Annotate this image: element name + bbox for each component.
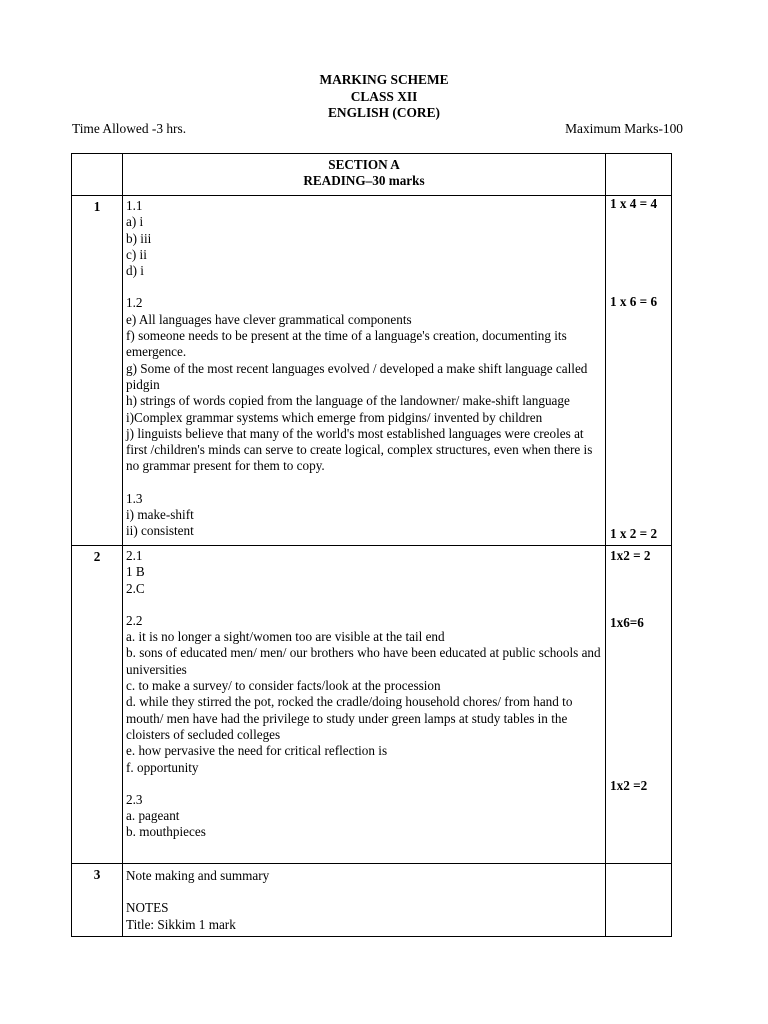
answer-content	[123, 196, 606, 546]
document-header	[0, 72, 768, 122]
marks-value: 1x2 =2	[610, 778, 648, 793]
answer-line: Title: Sikkim 1 mark	[126, 916, 236, 932]
time-allowed: Time Allowed -3 hrs.	[72, 121, 187, 136]
answer-line: c. to make a survey/ to consider facts/look at the procession	[126, 678, 441, 694]
question-row-1	[72, 196, 672, 546]
answer-line: i)Complex grammar systems which emerge from pidgins/ invented by children	[126, 409, 543, 425]
section-header-row	[72, 154, 672, 196]
section-subtitle: READING–30 marks	[303, 173, 425, 188]
answer-line: 2.2	[126, 612, 143, 628]
section-title: SECTION A	[328, 157, 400, 172]
marks-value: 1 x 6 = 6	[610, 294, 658, 309]
answer-line: a) i	[126, 214, 144, 230]
answer-line: NOTES	[126, 900, 169, 916]
answer-line: j) linguists believe that many of the world's most established languages were creoles at first /children's minds can serve to create logical, complex structures, even when there is no grammar present for them to copy.	[126, 425, 593, 474]
answer-line: b. sons of educated men/ men/ our brothers who have been educated at public schools and universities	[126, 645, 601, 677]
header-subject: ENGLISH (CORE)	[328, 105, 440, 120]
marks-value: 1x6=6	[610, 615, 644, 630]
blank-line	[126, 776, 602, 792]
answer-content	[123, 546, 606, 864]
answer-line: 1 B	[126, 564, 145, 580]
question-number: 1	[72, 196, 123, 546]
answer-line: c) ii	[126, 246, 147, 262]
blank-line	[126, 279, 602, 295]
header-title: MARKING SCHEME	[319, 72, 449, 87]
answer-line: Note making and summary	[126, 868, 270, 883]
marks-cell	[606, 196, 672, 546]
answer-line: d. while they stirred the pot, rocked the cradle/doing household chores/ from hand to mouth/ men have had the privilege to study under green lamps at study tables in the cloisters of secluded colleges	[126, 694, 573, 742]
answer-line: d) i	[126, 263, 144, 279]
answer-line: f. opportunity	[126, 759, 199, 775]
answer-line: f) someone needs to be present at the time of a language's creation, documenting its emergence.	[126, 328, 567, 360]
answer-line: h) strings of words copied from the language of the landowner/ make-shift language	[126, 393, 570, 409]
answer-line: 1.3	[126, 490, 143, 506]
answer-line: b) iii	[126, 230, 152, 246]
answer-line: i) make-shift	[126, 507, 194, 523]
answer-line: e. how pervasive the need for critical reflection is	[126, 743, 388, 759]
blank-line	[126, 884, 602, 900]
header-class: CLASS XII	[350, 88, 418, 104]
section-header	[123, 154, 606, 196]
answer-line: 1.2	[126, 295, 143, 311]
answer-line: ii) consistent	[126, 523, 194, 539]
marks-value: 1 x 2 = 2	[610, 526, 658, 541]
answer-line: a. pageant	[126, 808, 180, 824]
answer-line: a. it is no longer a sight/women too are visible at the tail end	[126, 629, 445, 645]
blank-line	[126, 597, 602, 613]
marks-value: 1x2 = 2	[610, 548, 651, 563]
question-number: 3	[72, 864, 123, 937]
marking-table	[71, 153, 672, 937]
marks-value: 1 x 4 = 4	[610, 196, 658, 211]
question-row-2	[72, 546, 672, 864]
maximum-marks: Maximum Marks-100	[565, 121, 683, 136]
answer-line: 1.1	[126, 198, 143, 213]
answer-line: g) Some of the most recent languages evolved / developed a make shift language called pidgin	[126, 360, 588, 392]
answer-line: b. mouthpieces	[126, 824, 206, 840]
answer-line: 2.3	[126, 791, 143, 807]
marks-cell	[606, 546, 672, 864]
question-row-3	[72, 864, 672, 937]
question-number: 2	[72, 546, 123, 864]
answer-content	[123, 864, 606, 937]
answer-line: 2.1	[126, 548, 143, 563]
answer-line: e) All languages have clever grammatical components	[126, 311, 412, 327]
blank-line	[126, 475, 602, 491]
answer-line: 2.C	[126, 580, 145, 596]
